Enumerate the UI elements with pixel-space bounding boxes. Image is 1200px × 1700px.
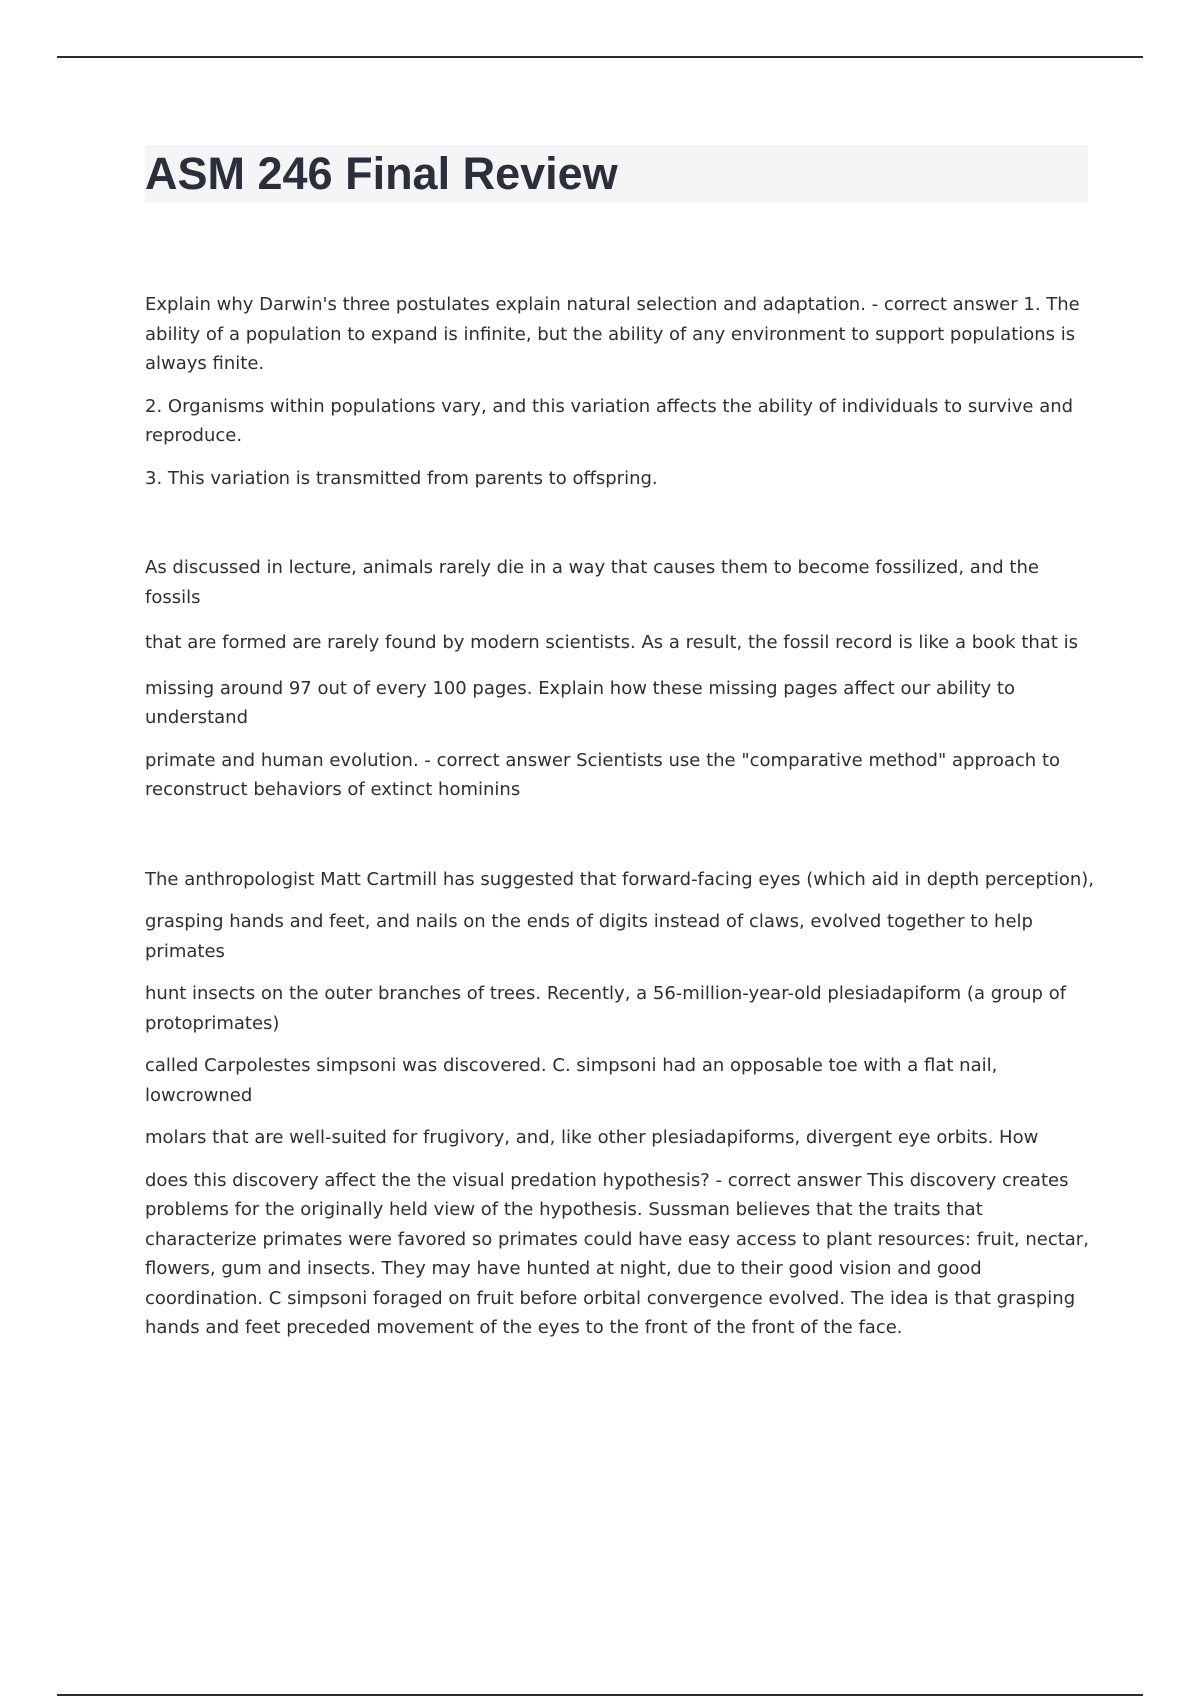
question-3-paragraph-2: grasping hands and feet, and nails on the ends of digits instead of claws, evolved together to help primates [145,911,1033,962]
question-3-paragraph-4: called Carpolestes simpsoni was discovered. C. simpsoni had an opposable toe with a flat nail, lowcrowned [145,1055,998,1106]
question-1-paragraph-1: Explain why Darwin's three postulates explain natural selection and adaptation. - correct answer 1. The ability of a population to expand is infinite, but the ability of any environment to support populations is always finite. [145,294,1080,374]
question-1-paragraph-3: 3. This variation is transmitted from parents to offspring. [145,467,658,489]
document-body [145,290,1095,1343]
question-2-paragraph-4: primate and human evolution. - correct answer Scientists use the "comparative method" approach to reconstruct behaviors of extinct hominins [145,749,1061,800]
question-1-paragraph-2: 2. Organisms within populations vary, and this variation affects the ability of individuals to survive and reproduce. [145,395,1074,446]
top-rule [57,56,1143,58]
document-title: ASM 246 Final Review [145,148,618,199]
bottom-rule [57,1694,1143,1696]
question-2-paragraph-1: As discussed in lecture, animals rarely die in a way that causes them to become fossilized, and the fossils [145,557,1039,608]
question-3-paragraph-3: hunt insects on the outer branches of trees. Recently, a 56-million-year-old plesiadapiform (a group of protoprimates) [145,983,1067,1034]
question-2-paragraph-3: missing around 97 out of every 100 pages. Explain how these missing pages affect our ability to understand [145,677,1015,728]
question-block-1 [145,290,1095,493]
question-3-paragraph-1: The anthropologist Matt Cartmill has suggested that forward-facing eyes (which aid in depth perception), [145,868,1095,890]
question-3-paragraph-5: molars that are well-suited for frugivory, and, like other plesiadapiforms, divergent eye orbits. How [145,1127,1039,1148]
question-block-3 [145,865,1095,1343]
question-block-2 [145,553,1095,805]
question-3-paragraph-6: does this discovery affect the the visual predation hypothesis? - correct answer This discovery creates problems for the originally held view of the hypothesis. Sussman believes that the traits that characterize primates were favored so primates could have easy access to plant resources: fruit, nectar, flowers, gum and insects. They may have hunted at night, due to their good vision and good coordination. C simpsoni foraged on fruit before orbital convergence evolved. The idea is that grasping hands and feet preceded movement of the eyes to the front of the front of the face. [145,1169,1089,1338]
question-2-paragraph-2: that are formed are rarely found by modern scientists. As a result, the fossil record is like a book that is [145,632,1078,653]
